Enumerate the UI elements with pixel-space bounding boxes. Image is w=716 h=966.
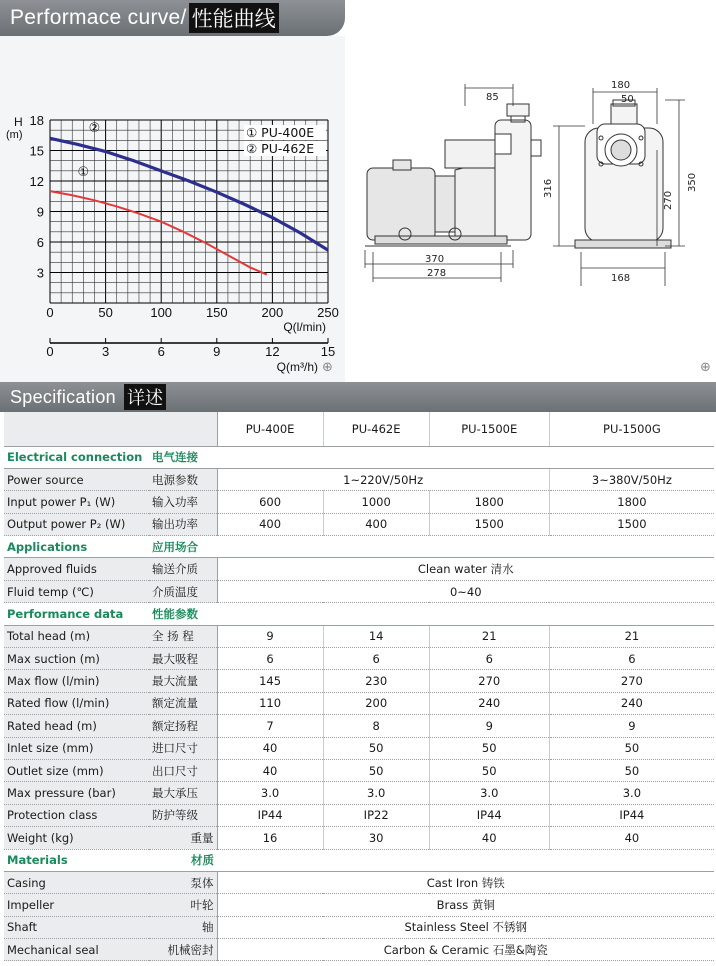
y-tick-label: 6 xyxy=(36,235,44,250)
secondary-x-axis-label: Q(m³/h) xyxy=(276,360,318,374)
performance-title-cn: 性能曲线 xyxy=(189,3,279,33)
dim-278: 278 xyxy=(427,268,447,279)
section-materials: Materials 材质 xyxy=(4,849,714,871)
specification-table xyxy=(4,412,714,961)
secondary-x-tick-label: 0 xyxy=(46,344,54,359)
x-tick-label: 200 xyxy=(261,305,284,320)
x-tick-label: 150 xyxy=(205,305,228,320)
table-row: Input power P₁ (W) 输入功率 600 1000 1800 1800 xyxy=(4,491,714,513)
performance-title-en: Performace curve/ xyxy=(10,6,187,29)
table-row: Inlet size (mm) 进口尺寸 40 50 50 50 xyxy=(4,737,714,759)
legend-entry: ① PU-400E xyxy=(246,125,315,140)
table-row: Rated head (m) 额定扬程 7 8 9 9 xyxy=(4,715,714,737)
secondary-x-tick-label: 15 xyxy=(320,344,336,359)
zoom-icon[interactable]: ⊕ xyxy=(700,360,711,375)
table-row: Total head (m) 全 扬 程 9 14 21 21 xyxy=(4,625,714,647)
x-tick-label: 250 xyxy=(317,305,339,320)
secondary-x-tick-label: 9 xyxy=(213,344,221,359)
model-header: PU-1500E xyxy=(429,412,549,446)
table-row: Power source 电源参数 1~220V/50Hz 3~380V/50Hz xyxy=(4,468,714,490)
dim-316: 316 xyxy=(543,178,554,198)
secondary-x-tick-label: 6 xyxy=(157,344,165,359)
performance-chart xyxy=(0,36,345,382)
y-tick-label: 15 xyxy=(29,143,44,159)
pump-side-view xyxy=(365,104,541,246)
y-axis-label: H xyxy=(14,115,23,129)
table-row: Output power P₂ (W) 输出功率 400 400 1500 1500 xyxy=(4,513,714,535)
specification-title-cn: 详述 xyxy=(124,384,166,410)
x-tick-label: 50 xyxy=(98,305,113,320)
specification-title-banner xyxy=(0,382,716,412)
x-tick-label: 0 xyxy=(46,305,54,320)
table-row: Approved fluids 输送介质 Clean water 清水 xyxy=(4,558,714,580)
y-tick-label: 12 xyxy=(29,174,44,189)
table-row: Rated flow (l/min) 额定流量 110 200 240 240 xyxy=(4,692,714,714)
dim-85: 85 xyxy=(486,92,499,103)
section-applications: Applications 应用场合 xyxy=(4,536,714,558)
section-performance: Performance data 性能参数 xyxy=(4,603,714,625)
dim-370: 370 xyxy=(425,254,445,265)
table-row: Max pressure (bar) 最大承压 3.0 3.0 3.0 3.0 xyxy=(4,782,714,804)
legend-entry: ② PU-462E xyxy=(246,141,315,156)
table-header-row xyxy=(4,412,714,446)
table-row: Casing 泵体 Cast Iron 铸铁 xyxy=(4,871,714,893)
zoom-icon[interactable]: ⊕ xyxy=(322,360,333,375)
pump-front-view xyxy=(575,100,671,248)
table-row: Impeller 叶轮 Brass 黄铜 xyxy=(4,894,714,916)
series-marker-label: ① xyxy=(77,164,90,180)
y-axis-unit: (m) xyxy=(6,129,23,141)
series-marker-label: ② xyxy=(88,121,101,137)
y-tick-label: 18 xyxy=(29,113,44,128)
performance-title-banner xyxy=(0,0,345,36)
dim-50: 50 xyxy=(621,94,634,105)
model-header: PU-462E xyxy=(323,412,429,446)
table-row: Max flow (l/min) 最大流量 145 230 270 270 xyxy=(4,670,714,692)
dim-270: 270 xyxy=(663,190,674,210)
y-tick-label: 9 xyxy=(36,204,44,220)
dim-180: 180 xyxy=(611,80,631,91)
series-line-pu-400e xyxy=(50,191,267,274)
model-header: PU-400E xyxy=(217,412,323,446)
model-header: PU-1500G xyxy=(549,412,714,446)
table-row: Outlet size (mm) 出口尺寸 40 50 50 50 xyxy=(4,759,714,781)
specification-title-en: Specification xyxy=(10,386,116,407)
table-row: Weight (kg) 重量 16 30 40 40 xyxy=(4,827,714,849)
dimension-drawing-svg xyxy=(345,0,716,382)
table-row: Protection class 防护等级 IP44 IP22 IP44 IP44 xyxy=(4,804,714,826)
x-tick-label: 100 xyxy=(150,305,173,320)
table-row: Mechanical seal 机械密封 Carbon & Ceramic 石墨&陶瓷 xyxy=(4,939,714,961)
table-row: Shaft 轴 Stainless Steel 不锈钢 xyxy=(4,916,714,938)
dim-350: 350 xyxy=(687,172,698,192)
table-row: Max suction (m) 最大吸程 6 6 6 6 xyxy=(4,648,714,670)
x-axis-label: Q(l/min) xyxy=(283,320,326,334)
dimension-drawing xyxy=(345,0,716,382)
y-tick-label: 3 xyxy=(36,265,44,281)
secondary-x-tick-label: 12 xyxy=(265,344,280,359)
section-electrical: Electrical connection 电气连接 xyxy=(4,446,714,468)
dim-168: 168 xyxy=(611,273,631,284)
secondary-x-tick-label: 3 xyxy=(101,344,110,359)
performance-chart-svg xyxy=(0,36,345,382)
table-row: Fluid temp (℃) 介质温度 0~40 xyxy=(4,580,714,602)
